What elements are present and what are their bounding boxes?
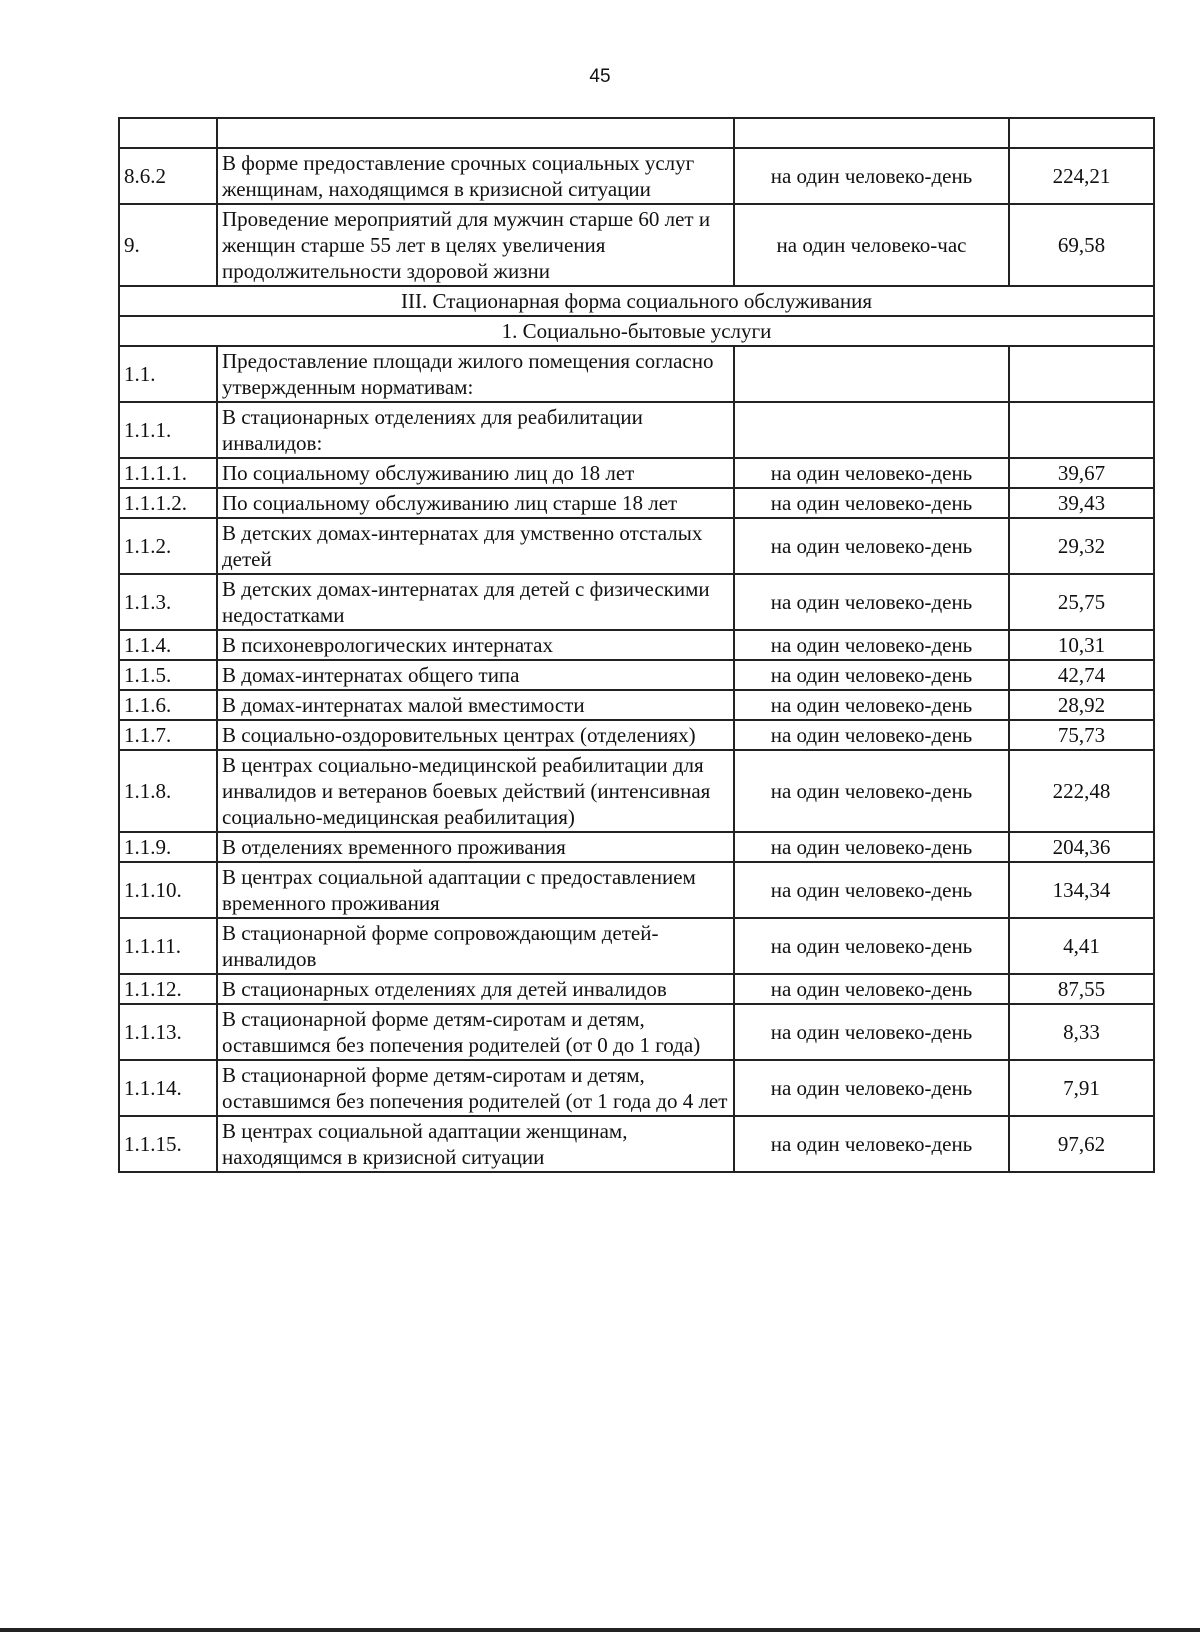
item-number: 8.6.2 xyxy=(119,148,217,204)
item-value: 222,48 xyxy=(1009,750,1154,832)
item-description: В стационарной форме сопровождающим детей-инвалидов xyxy=(217,918,734,974)
item-value: 7,91 xyxy=(1009,1060,1154,1116)
tariff-table xyxy=(118,117,1155,1173)
item-unit: на один человеко-день xyxy=(734,690,1009,720)
item-number: 1.1. xyxy=(119,346,217,402)
table-row xyxy=(119,750,1154,832)
item-number: 1.1.14. xyxy=(119,1060,217,1116)
table-row xyxy=(119,518,1154,574)
item-description: В центрах социальной адаптации женщинам, находящимся в кризисной ситуации xyxy=(217,1116,734,1172)
item-description: По социальному обслуживанию лиц до 18 лет xyxy=(217,458,734,488)
table-row xyxy=(119,458,1154,488)
item-number: 1.1.12. xyxy=(119,974,217,1004)
item-description: В домах-интернатах малой вместимости xyxy=(217,690,734,720)
item-unit: на один человеко-день xyxy=(734,630,1009,660)
item-unit: на один человеко-день xyxy=(734,1116,1009,1172)
item-description: В центрах социальной адаптации с предоставлением временного проживания xyxy=(217,862,734,918)
item-number: 1.1.10. xyxy=(119,862,217,918)
item-number: 1.1.2. xyxy=(119,518,217,574)
item-number: 1.1.1. xyxy=(119,402,217,458)
table-row xyxy=(119,630,1154,660)
item-value: 224,21 xyxy=(1009,148,1154,204)
item-value: 204,36 xyxy=(1009,832,1154,862)
item-number: 1.1.9. xyxy=(119,832,217,862)
item-unit: на один человеко-день xyxy=(734,574,1009,630)
item-value: 28,92 xyxy=(1009,690,1154,720)
table-row xyxy=(119,204,1154,286)
table-cell xyxy=(1009,118,1154,148)
item-description: В стационарной форме детям-сиротам и детям, оставшимся без попечения родителей (от 1 года до 4 лет xyxy=(217,1060,734,1116)
item-unit: на один человеко-день xyxy=(734,1004,1009,1060)
item-description: В стационарной форме детям-сиротам и детям, оставшимся без попечения родителей (от 0 до 1 года) xyxy=(217,1004,734,1060)
item-value: 134,34 xyxy=(1009,862,1154,918)
item-value xyxy=(1009,402,1154,458)
item-value: 97,62 xyxy=(1009,1116,1154,1172)
table-row xyxy=(119,148,1154,204)
table-header-blank-row xyxy=(119,118,1154,148)
section-heading: 1. Социально-бытовые услуги xyxy=(119,316,1154,346)
table-row xyxy=(119,690,1154,720)
item-value: 87,55 xyxy=(1009,974,1154,1004)
table-row xyxy=(119,720,1154,750)
item-number: 1.1.1.1. xyxy=(119,458,217,488)
item-value: 25,75 xyxy=(1009,574,1154,630)
section-heading-row xyxy=(119,316,1154,346)
item-description: В форме предоставление срочных социальных услуг женщинам, находящимся в кризисной ситуации xyxy=(217,148,734,204)
item-number: 1.1.11. xyxy=(119,918,217,974)
item-unit: на один человеко-день xyxy=(734,750,1009,832)
item-number: 1.1.8. xyxy=(119,750,217,832)
item-description: В детских домах-интернатах для детей с физическими недостатками xyxy=(217,574,734,630)
item-description: Предоставление площади жилого помещения согласно утвержденным нормативам: xyxy=(217,346,734,402)
item-description: В стационарных отделениях для реабилитации инвалидов: xyxy=(217,402,734,458)
item-description: В домах-интернатах общего типа xyxy=(217,660,734,690)
table-row xyxy=(119,1004,1154,1060)
table-cell xyxy=(119,118,217,148)
table-cell xyxy=(217,118,734,148)
item-number: 1.1.15. xyxy=(119,1116,217,1172)
item-unit: на один человеко-день xyxy=(734,488,1009,518)
item-description: В социально-оздоровительных центрах (отделениях) xyxy=(217,720,734,750)
table-row xyxy=(119,660,1154,690)
table-row xyxy=(119,832,1154,862)
item-unit: на один человеко-день xyxy=(734,458,1009,488)
item-unit: на один человеко-день xyxy=(734,862,1009,918)
item-value: 8,33 xyxy=(1009,1004,1154,1060)
item-unit: на один человеко-день xyxy=(734,1060,1009,1116)
item-value: 10,31 xyxy=(1009,630,1154,660)
item-description: В центрах социально-медицинской реабилитации для инвалидов и ветеранов боевых действий (интенсивная социально-медицинская реабилитация) xyxy=(217,750,734,832)
item-description: По социальному обслуживанию лиц старше 18 лет xyxy=(217,488,734,518)
section-heading-row xyxy=(119,286,1154,316)
table-row xyxy=(119,1060,1154,1116)
item-value: 75,73 xyxy=(1009,720,1154,750)
item-description: В отделениях временного проживания xyxy=(217,832,734,862)
table-row xyxy=(119,974,1154,1004)
table-row xyxy=(119,1116,1154,1172)
item-number: 9. xyxy=(119,204,217,286)
scan-edge-rule xyxy=(0,1628,1200,1632)
item-number: 1.1.3. xyxy=(119,574,217,630)
item-description: Проведение мероприятий для мужчин старше 60 лет и женщин старше 55 лет в целях увеличения продолжительности здоровой жизни xyxy=(217,204,734,286)
table-row xyxy=(119,918,1154,974)
item-value: 39,67 xyxy=(1009,458,1154,488)
item-unit: на один человеко-день xyxy=(734,660,1009,690)
item-unit: на один человеко-день xyxy=(734,720,1009,750)
table-row xyxy=(119,574,1154,630)
item-unit: на один человеко-день xyxy=(734,148,1009,204)
item-number: 1.1.4. xyxy=(119,630,217,660)
item-unit: на один человеко-день xyxy=(734,918,1009,974)
item-value: 39,43 xyxy=(1009,488,1154,518)
table-row xyxy=(119,862,1154,918)
item-number: 1.1.1.2. xyxy=(119,488,217,518)
item-number: 1.1.13. xyxy=(119,1004,217,1060)
item-number: 1.1.5. xyxy=(119,660,217,690)
item-unit: на один человеко-день xyxy=(734,974,1009,1004)
item-value xyxy=(1009,346,1154,402)
item-unit: на один человеко-день xyxy=(734,518,1009,574)
item-description: В детских домах-интернатах для умственно отсталых детей xyxy=(217,518,734,574)
item-value: 4,41 xyxy=(1009,918,1154,974)
page-number: 45 xyxy=(589,66,611,87)
item-number: 1.1.6. xyxy=(119,690,217,720)
table-cell xyxy=(734,118,1009,148)
tariff-table-body xyxy=(119,118,1154,1172)
item-unit xyxy=(734,346,1009,402)
item-value: 42,74 xyxy=(1009,660,1154,690)
item-description: В стационарных отделениях для детей инвалидов xyxy=(217,974,734,1004)
item-description: В психоневрологических интернатах xyxy=(217,630,734,660)
table-row xyxy=(119,346,1154,402)
table-row xyxy=(119,488,1154,518)
item-unit: на один человеко-день xyxy=(734,832,1009,862)
item-unit xyxy=(734,402,1009,458)
item-number: 1.1.7. xyxy=(119,720,217,750)
table-row xyxy=(119,402,1154,458)
item-value: 69,58 xyxy=(1009,204,1154,286)
item-value: 29,32 xyxy=(1009,518,1154,574)
section-heading: III. Стационарная форма социального обслуживания xyxy=(119,286,1154,316)
item-unit: на один человеко-час xyxy=(734,204,1009,286)
